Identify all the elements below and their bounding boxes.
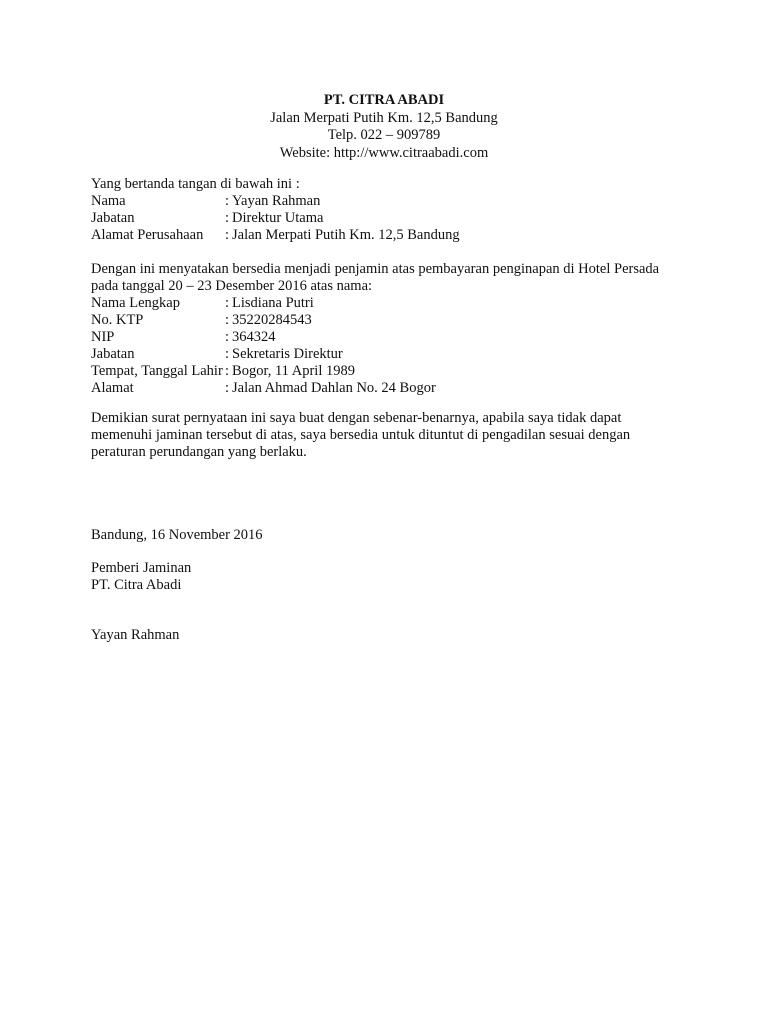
field-value: 35220284543 bbox=[232, 312, 312, 328]
statement-line: Dengan ini menyatakan bersedia menjadi penjamin atas pembayaran penginapan di Hotel Persada bbox=[91, 261, 660, 277]
field-row-jabatan bbox=[91, 210, 691, 227]
company-website: Website: http://www.citraabadi.com bbox=[279, 144, 489, 161]
field-row-alamat bbox=[91, 380, 691, 397]
field-separator: : bbox=[225, 227, 230, 243]
guarantee-section bbox=[91, 261, 691, 397]
closing-line: peraturan perundangan yang berlaku. bbox=[91, 444, 307, 460]
field-row-nama-lengkap bbox=[91, 295, 691, 312]
field-separator: : bbox=[225, 346, 230, 362]
field-label: Alamat Perusahaan bbox=[91, 227, 204, 243]
field-row-alamat-perusahaan bbox=[91, 227, 691, 244]
field-row-nip bbox=[91, 329, 691, 346]
field-value: Yayan Rahman bbox=[232, 193, 321, 209]
field-value: 364324 bbox=[232, 329, 276, 345]
field-separator: : bbox=[225, 329, 230, 345]
field-label: Nama bbox=[91, 193, 126, 209]
field-separator: : bbox=[225, 312, 230, 328]
signer-name: Yayan Rahman bbox=[91, 627, 180, 643]
field-value: Sekretaris Direktur bbox=[232, 346, 343, 362]
company-address: Jalan Merpati Putih Km. 12,5 Bandung bbox=[270, 109, 498, 126]
field-label: Nama Lengkap bbox=[91, 295, 180, 311]
closing-line: Demikian surat pernyataan ini saya buat dengan sebenar-benarnya, apabila saya tidak dapat bbox=[91, 410, 622, 426]
field-value: Lisdiana Putri bbox=[232, 295, 314, 311]
field-value: Jalan Merpati Putih Km. 12,5 Bandung bbox=[232, 227, 460, 243]
field-separator: : bbox=[225, 193, 230, 209]
field-label: Jabatan bbox=[91, 346, 135, 362]
closing-paragraph bbox=[91, 410, 691, 461]
statement-line: pada tanggal 20 – 23 Desember 2016 atas nama: bbox=[91, 278, 373, 294]
field-row-nama bbox=[91, 193, 691, 210]
field-row-jabatan bbox=[91, 346, 691, 363]
opening-line: Yang bertanda tangan di bawah ini : bbox=[91, 176, 300, 192]
field-value: Jalan Ahmad Dahlan No. 24 Bogor bbox=[232, 380, 436, 396]
field-separator: : bbox=[225, 210, 230, 226]
field-separator: : bbox=[225, 363, 230, 379]
field-separator: : bbox=[225, 295, 230, 311]
field-value: Direktur Utama bbox=[232, 210, 324, 226]
field-row-no-ktp bbox=[91, 312, 691, 329]
company-phone: Telp. 022 – 909789 bbox=[327, 127, 441, 143]
company-name: PT. CITRA ABADI bbox=[323, 92, 445, 108]
signature-block bbox=[91, 560, 691, 594]
field-label: Tempat, Tanggal Lahir bbox=[91, 363, 223, 379]
field-label: No. KTP bbox=[91, 312, 144, 328]
signature-role: Pemberi Jaminan bbox=[91, 560, 192, 576]
closing-line: memenuhi jaminan tersebut di atas, saya bersedia untuk dituntut di pengadilan sesuai dengan bbox=[91, 427, 631, 443]
field-value: Bogor, 11 April 1989 bbox=[232, 363, 355, 379]
signer-identity-section bbox=[91, 176, 691, 244]
field-row-tempat-tanggal-lahir bbox=[91, 363, 691, 380]
field-label: Jabatan bbox=[91, 210, 135, 226]
place-and-date: Bandung, 16 November 2016 bbox=[91, 527, 263, 543]
field-separator: : bbox=[225, 380, 230, 396]
field-label: Alamat bbox=[91, 380, 134, 396]
signature-company: PT. Citra Abadi bbox=[91, 577, 182, 593]
field-label: NIP bbox=[91, 329, 115, 345]
letterhead bbox=[0, 92, 768, 162]
